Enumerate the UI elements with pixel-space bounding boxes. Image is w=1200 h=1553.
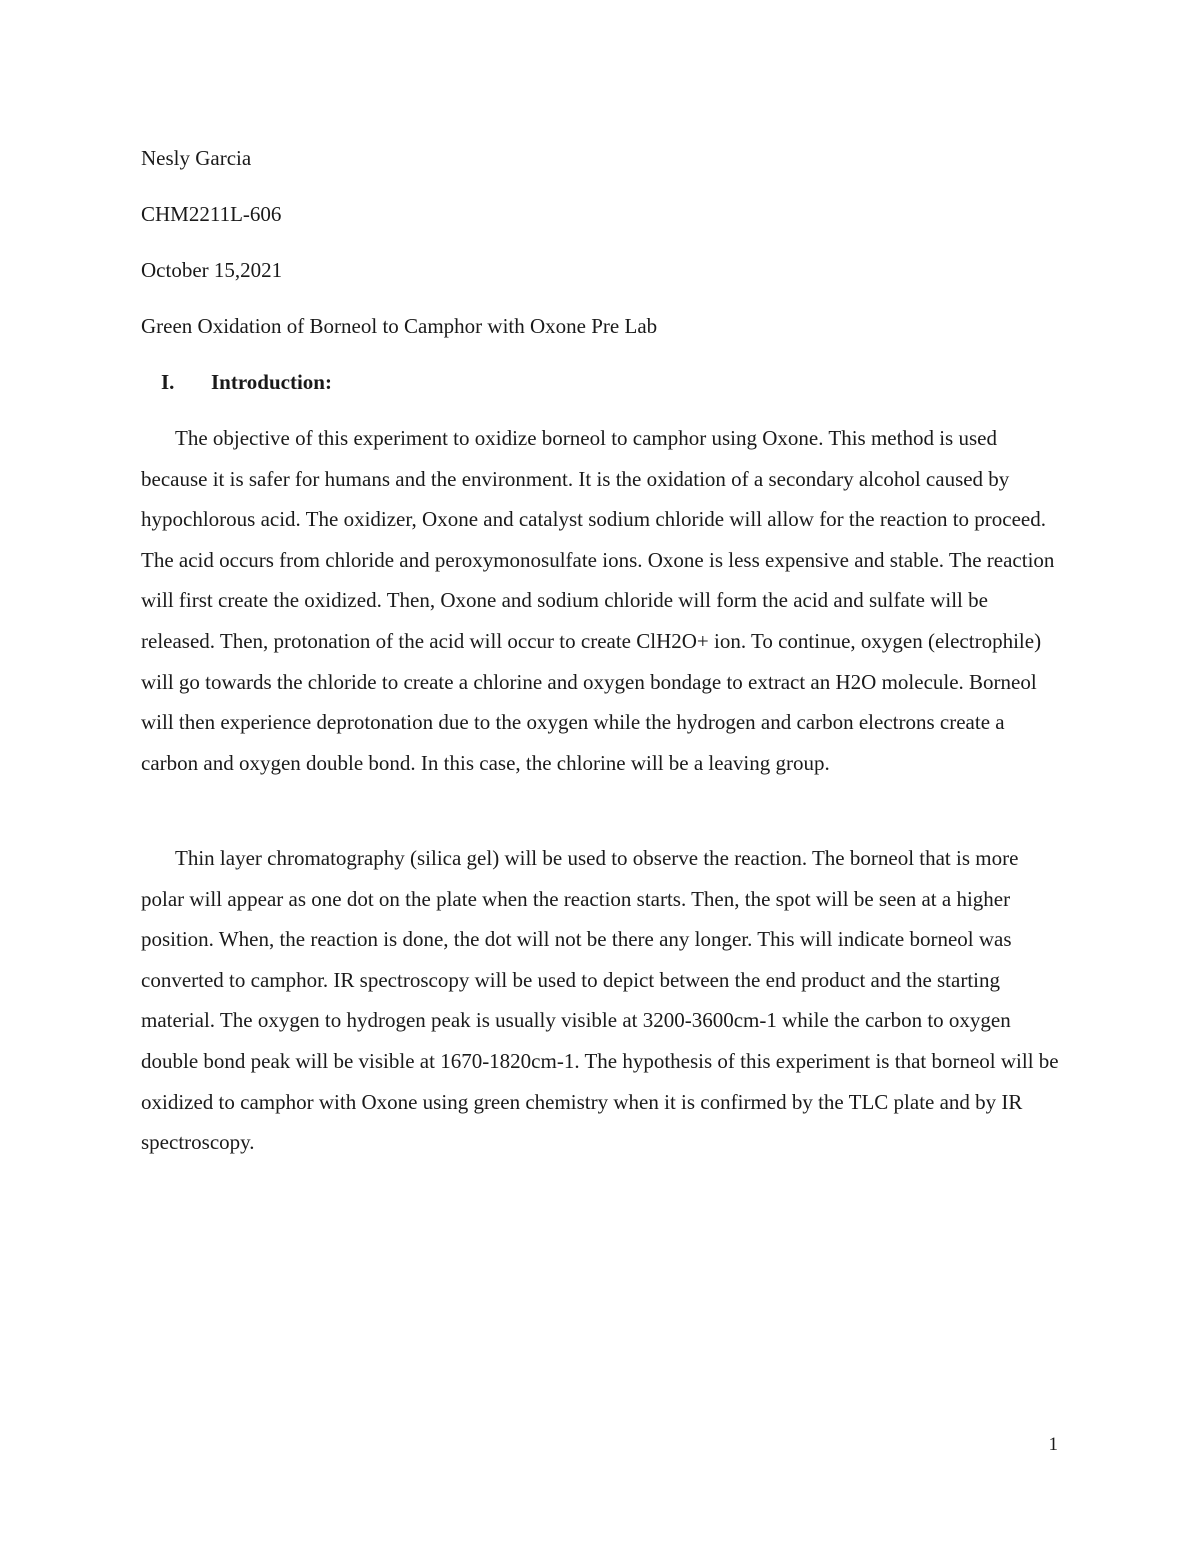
course-code: CHM2211L-606 bbox=[141, 202, 282, 226]
body-paragraph-2: Thin layer chromatography (silica gel) will be used to observe the reaction. The borneol that is more polar will appear as one dot on the plate when the reaction starts. Then, the spot will be seen at a higher position. When, the reaction is done, the dot will not be there any longer. This will indicate borneol was converted to camphor. IR spectroscopy will be used to depict between the end product and the starting material. The oxygen to hydrogen peak is usually visible at 3200-3600cm-1 while the carbon to oxygen double bond peak will be visible at 1670-1820cm-1. The hypothesis of this experiment is that borneol will be oxidized to camphor with Oxone using green chemistry when it is confirmed by the TLC plate and by IR spectroscopy. bbox=[141, 846, 1059, 1155]
section-title: Introduction: bbox=[211, 370, 332, 394]
section-heading bbox=[161, 368, 332, 396]
author-name: Nesly Garcia bbox=[141, 146, 252, 170]
page-number: 1 bbox=[1048, 1434, 1058, 1455]
section-number: I. bbox=[161, 370, 175, 394]
document-date: October 15,2021 bbox=[141, 258, 283, 282]
document-title: Green Oxidation of Borneol to Camphor with Oxone Pre Lab bbox=[141, 314, 658, 338]
body-paragraph-1: The objective of this experiment to oxidize borneol to camphor using Oxone. This method is used because it is safer for humans and the environment. It is the oxidation of a secondary alcohol caused by hypochlorous acid. The oxidizer, Oxone and catalyst sodium chloride will allow for the reaction to proceed. The acid occurs from chloride and peroxymonosulfate ions. Oxone is less expensive and stable. The reaction will first create the oxidized. Then, Oxone and sodium chloride will form the acid and sulfate will be released. Then, protonation of the acid will occur to create ClH2O+ ion. To continue, oxygen (electrophile) will go towards the chloride to create a chlorine and oxygen bondage to extract an H2O molecule. Borneol will then experience deprotonation due to the oxygen while the hydrogen and carbon electrons create a carbon and oxygen double bond. In this case, the chlorine will be a leaving group. bbox=[141, 426, 1055, 775]
